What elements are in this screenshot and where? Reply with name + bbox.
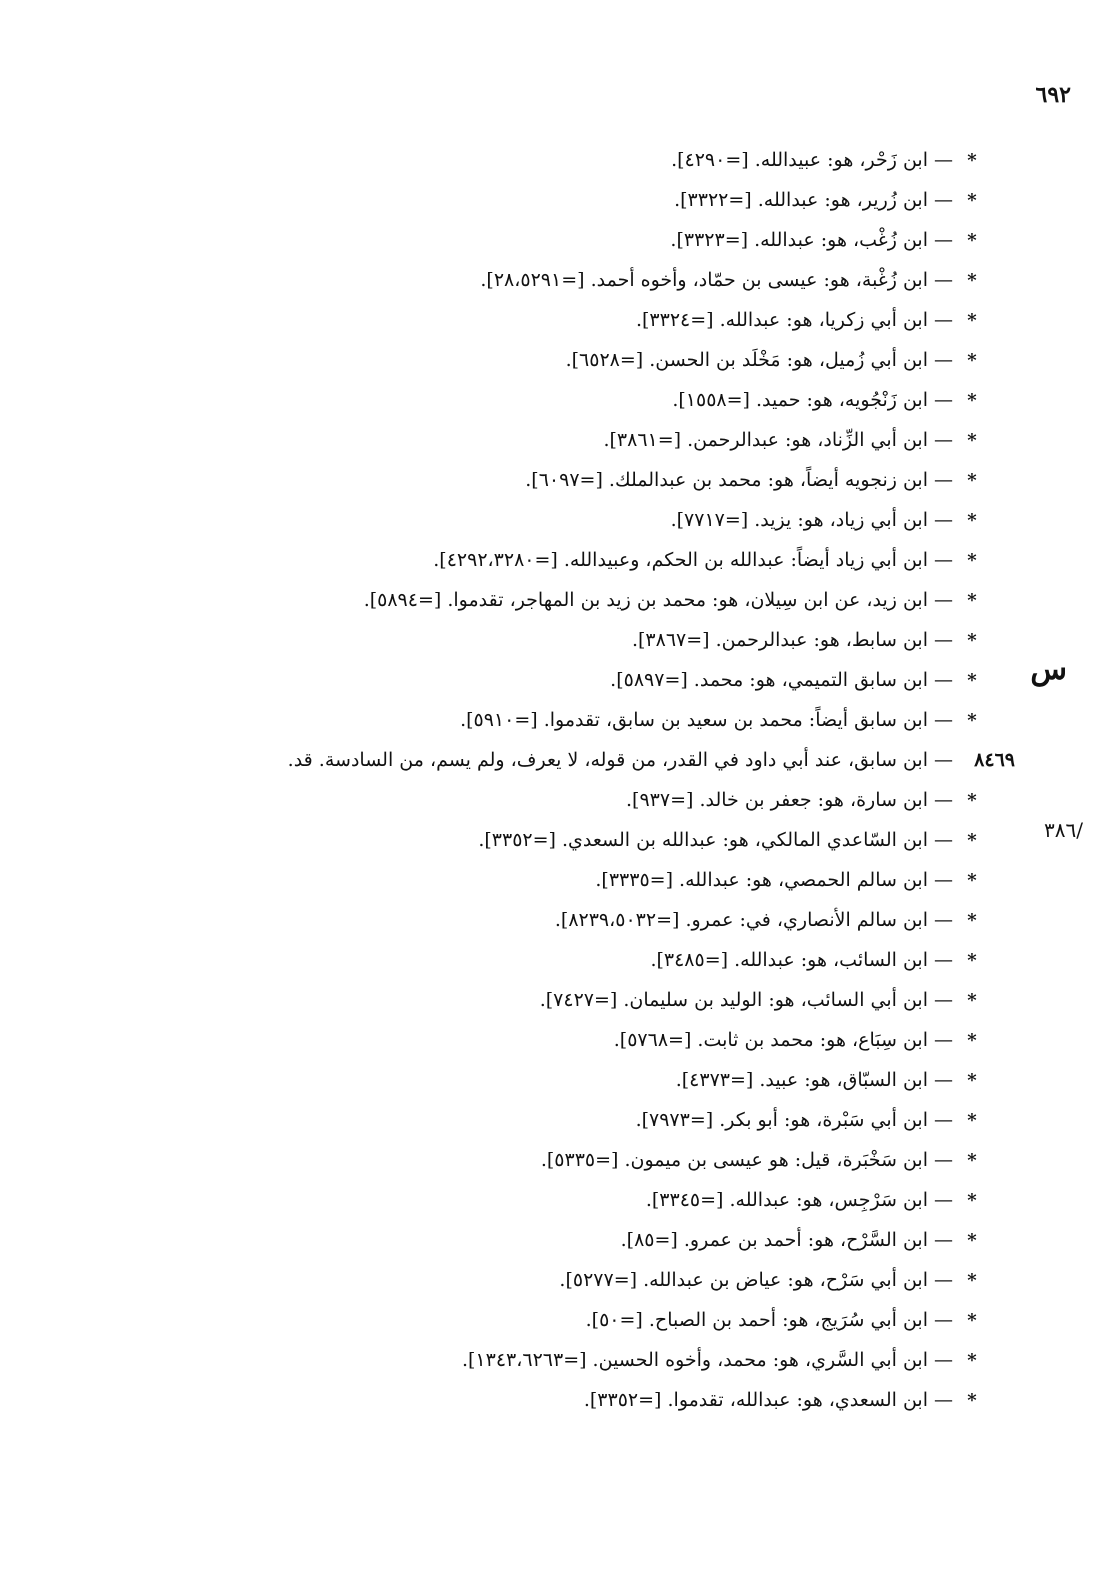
entry-row: [25, 1380, 985, 1420]
entry-row: [25, 540, 985, 580]
dash-separator: —: [934, 1069, 953, 1091]
entry-row: [25, 580, 985, 620]
dash-separator: —: [934, 949, 953, 971]
asterisk-marker: *: [967, 950, 977, 971]
dash-separator: —: [934, 1109, 953, 1131]
entry-row: [25, 1340, 985, 1380]
dash-separator: —: [934, 869, 953, 891]
entry-text: ابن سابق التميمي، هو: محمد. [=٥٨٩٧].: [610, 669, 928, 691]
margin-section-letter: س: [1030, 652, 1067, 687]
dash-separator: —: [934, 269, 953, 291]
dash-separator: —: [934, 1189, 953, 1211]
margin-volume-reference: /٣٨٦: [1044, 818, 1083, 842]
entry-row: [25, 1260, 985, 1300]
dash-separator: —: [934, 229, 953, 251]
dash-separator: —: [934, 309, 953, 331]
entry-row: [25, 780, 985, 820]
entry-text: ابن زَحْر، هو: عبيدالله. [=٤٢٩٠].: [671, 149, 928, 171]
entry-text: ابن السَّرْح، هو: أحمد بن عمرو. [=٨٥].: [620, 1229, 928, 1251]
entry-row: [25, 1140, 985, 1180]
entry-text: ابن زنجويه أيضاً، هو: محمد بن عبدالملك. [=٦٠٩٧].: [525, 469, 928, 491]
asterisk-marker: *: [967, 630, 977, 651]
entry-row: [25, 620, 985, 660]
entry-number: ٨٤٦٩: [974, 749, 1015, 771]
entry-row: [25, 460, 985, 500]
entry-text: ابن سالم الحمصي، هو: عبدالله. [=٣٣٣٥].: [595, 869, 928, 891]
asterisk-marker: *: [967, 1030, 977, 1051]
entry-text: ابن سابق، عند أبي داود في القدر، من قوله، لا يعرف، ولم يسم، من السادسة. قد.: [287, 749, 928, 771]
entry-text: ابن سالم الأنصاري، في: عمرو. [=٨٢٣٩،٥٠٣٢].: [554, 909, 928, 931]
entry-text: ابن السّاعدي المالكي، هو: عبدالله بن السعدي. [=٣٣٥٢].: [478, 829, 928, 851]
entry-row: [25, 1020, 985, 1060]
entry-row: [25, 180, 985, 220]
entry-text: ابن سَرْجِس، هو: عبدالله. [=٣٣٤٥].: [645, 1189, 928, 1211]
asterisk-marker: *: [967, 990, 977, 1011]
dash-separator: —: [934, 149, 953, 171]
asterisk-marker: *: [967, 710, 977, 731]
entry-text: ابن أبي الزِّناد، هو: عبدالرحمن. [=٣٨٦١].: [603, 429, 928, 451]
entry-list: [25, 140, 1015, 1420]
entry-row: [25, 820, 985, 860]
dash-separator: —: [934, 549, 953, 571]
entry-row: [25, 900, 985, 940]
entry-text: ابن سابق أيضاً: محمد بن سعيد بن سابق، تقدموا. [=٥٩١٠].: [460, 709, 928, 731]
entry-row: [25, 1060, 985, 1100]
asterisk-marker: *: [967, 510, 977, 531]
entry-row: [25, 1300, 985, 1340]
entry-text: ابن السعدي، هو: عبدالله، تقدموا. [=٣٣٥٢].: [583, 1389, 928, 1411]
asterisk-marker: *: [967, 590, 977, 611]
entry-row: [25, 300, 985, 340]
asterisk-marker: *: [967, 150, 977, 171]
asterisk-marker: *: [967, 1190, 977, 1211]
dash-separator: —: [934, 909, 953, 931]
entry-row: [25, 660, 985, 700]
dash-separator: —: [934, 1029, 953, 1051]
dash-separator: —: [934, 709, 953, 731]
entry-text: ابن أبي السَّري، هو: محمد، وأخوه الحسين. [=١٣٤٣،٦٢٦٣].: [461, 1349, 928, 1371]
asterisk-marker: *: [967, 190, 977, 211]
asterisk-marker: *: [967, 830, 977, 851]
asterisk-marker: *: [967, 1110, 977, 1131]
dash-separator: —: [934, 589, 953, 611]
dash-separator: —: [934, 789, 953, 811]
entry-row: [25, 860, 985, 900]
dash-separator: —: [934, 189, 953, 211]
asterisk-marker: *: [967, 670, 977, 691]
dash-separator: —: [934, 749, 953, 771]
asterisk-marker: *: [967, 470, 977, 491]
dash-separator: —: [934, 1149, 953, 1171]
entry-row: [25, 940, 985, 980]
dash-separator: —: [934, 1389, 953, 1411]
dash-separator: —: [934, 349, 953, 371]
entry-text: ابن سَخْبَرة، قيل: هو عيسى بن ميمون. [=٥٣٣٥].: [540, 1149, 928, 1171]
asterisk-marker: *: [967, 1070, 977, 1091]
entry-text: ابن سِبَاع، هو: محمد بن ثابت. [=٥٧٦٨].: [613, 1029, 928, 1051]
asterisk-marker: *: [967, 550, 977, 571]
entry-text: ابن زُغْبة، هو: عيسى بن حمّاد، وأخوه أحمد. [=٢٨،٥٢٩١].: [480, 269, 928, 291]
asterisk-marker: *: [967, 870, 977, 891]
dash-separator: —: [934, 1309, 953, 1331]
asterisk-marker: *: [967, 230, 977, 251]
dash-separator: —: [934, 1229, 953, 1251]
entry-row: [25, 980, 985, 1020]
asterisk-marker: *: [967, 790, 977, 811]
entry-text: ابن سابط، هو: عبدالرحمن. [=٣٨٦٧].: [631, 629, 928, 651]
entry-text: ابن زُرير، هو: عبدالله. [=٣٣٢٢].: [674, 189, 928, 211]
asterisk-marker: *: [967, 430, 977, 451]
entry-text: ابن أبي سَبْرة، هو: أبو بكر. [=٧٩٧٣].: [635, 1109, 928, 1131]
asterisk-marker: *: [967, 1150, 977, 1171]
entry-row: [25, 220, 985, 260]
entry-text: ابن أبي زياد، هو: يزيد. [=٧٧١٧].: [670, 509, 928, 531]
entry-text: ابن أبي زياد أيضاً: عبدالله بن الحكم، وعبيدالله. [=٤٢٩٢،٣٢٨٠].: [433, 549, 928, 571]
entry-text: ابن زَنْجُويه، هو: حميد. [=١٥٥٨].: [672, 389, 928, 411]
dash-separator: —: [934, 1349, 953, 1371]
entry-text: ابن أبي سَرْح، هو: عياض بن عبدالله. [=٥٢٧٧].: [559, 1269, 928, 1291]
entry-row: [25, 260, 985, 300]
entry-text: ابن أبي السائب، هو: الوليد بن سليمان. [=٧٤٢٧].: [539, 989, 928, 1011]
entry-row: [25, 140, 985, 180]
asterisk-marker: *: [967, 270, 977, 291]
dash-separator: —: [934, 629, 953, 651]
asterisk-marker: *: [967, 1230, 977, 1251]
entry-text: ابن السائب، هو: عبدالله. [=٣٤٨٥].: [650, 949, 928, 971]
entry-text: ابن أبي زُميل، هو: مَخْلَد بن الحسن. [=٦٥٢٨].: [565, 349, 928, 371]
asterisk-marker: *: [967, 1270, 977, 1291]
dash-separator: —: [934, 989, 953, 1011]
dash-separator: —: [934, 1269, 953, 1291]
asterisk-marker: *: [967, 1390, 977, 1411]
dash-separator: —: [934, 469, 953, 491]
entry-row: [25, 380, 985, 420]
entry-row: [25, 340, 985, 380]
asterisk-marker: *: [967, 350, 977, 371]
asterisk-marker: *: [967, 1350, 977, 1371]
dash-separator: —: [934, 829, 953, 851]
entry-text: ابن أبي سُرَيج، هو: أحمد بن الصباح. [=٥٠].: [585, 1309, 928, 1331]
entry-row: [25, 1180, 985, 1220]
entry-row: [25, 1100, 985, 1140]
entry-text: ابن السبّاق، هو: عبيد. [=٤٣٧٣].: [675, 1069, 928, 1091]
entry-row: [25, 700, 985, 740]
asterisk-marker: *: [967, 310, 977, 331]
entry-text: ابن أبي زكريا، هو: عبدالله. [=٣٣٢٤].: [635, 309, 928, 331]
asterisk-marker: *: [967, 910, 977, 931]
dash-separator: —: [934, 389, 953, 411]
page-number: ٦٩٢: [1035, 82, 1071, 108]
entry-row: [25, 740, 1015, 780]
entry-text: ابن سارة، هو: جعفر بن خالد. [=٩٣٧].: [626, 789, 928, 811]
entry-text: ابن زُغْب، هو: عبدالله. [=٣٣٢٣].: [670, 229, 928, 251]
asterisk-marker: *: [967, 1310, 977, 1331]
entry-row: [25, 1220, 985, 1260]
asterisk-marker: *: [967, 390, 977, 411]
dash-separator: —: [934, 669, 953, 691]
entry-row: [25, 420, 985, 460]
entry-text: ابن زيد، عن ابن سِيلان، هو: محمد بن زيد بن المهاجر، تقدموا. [=٥٨٩٤].: [363, 589, 928, 611]
dash-separator: —: [934, 429, 953, 451]
entry-row: [25, 500, 985, 540]
dash-separator: —: [934, 509, 953, 531]
